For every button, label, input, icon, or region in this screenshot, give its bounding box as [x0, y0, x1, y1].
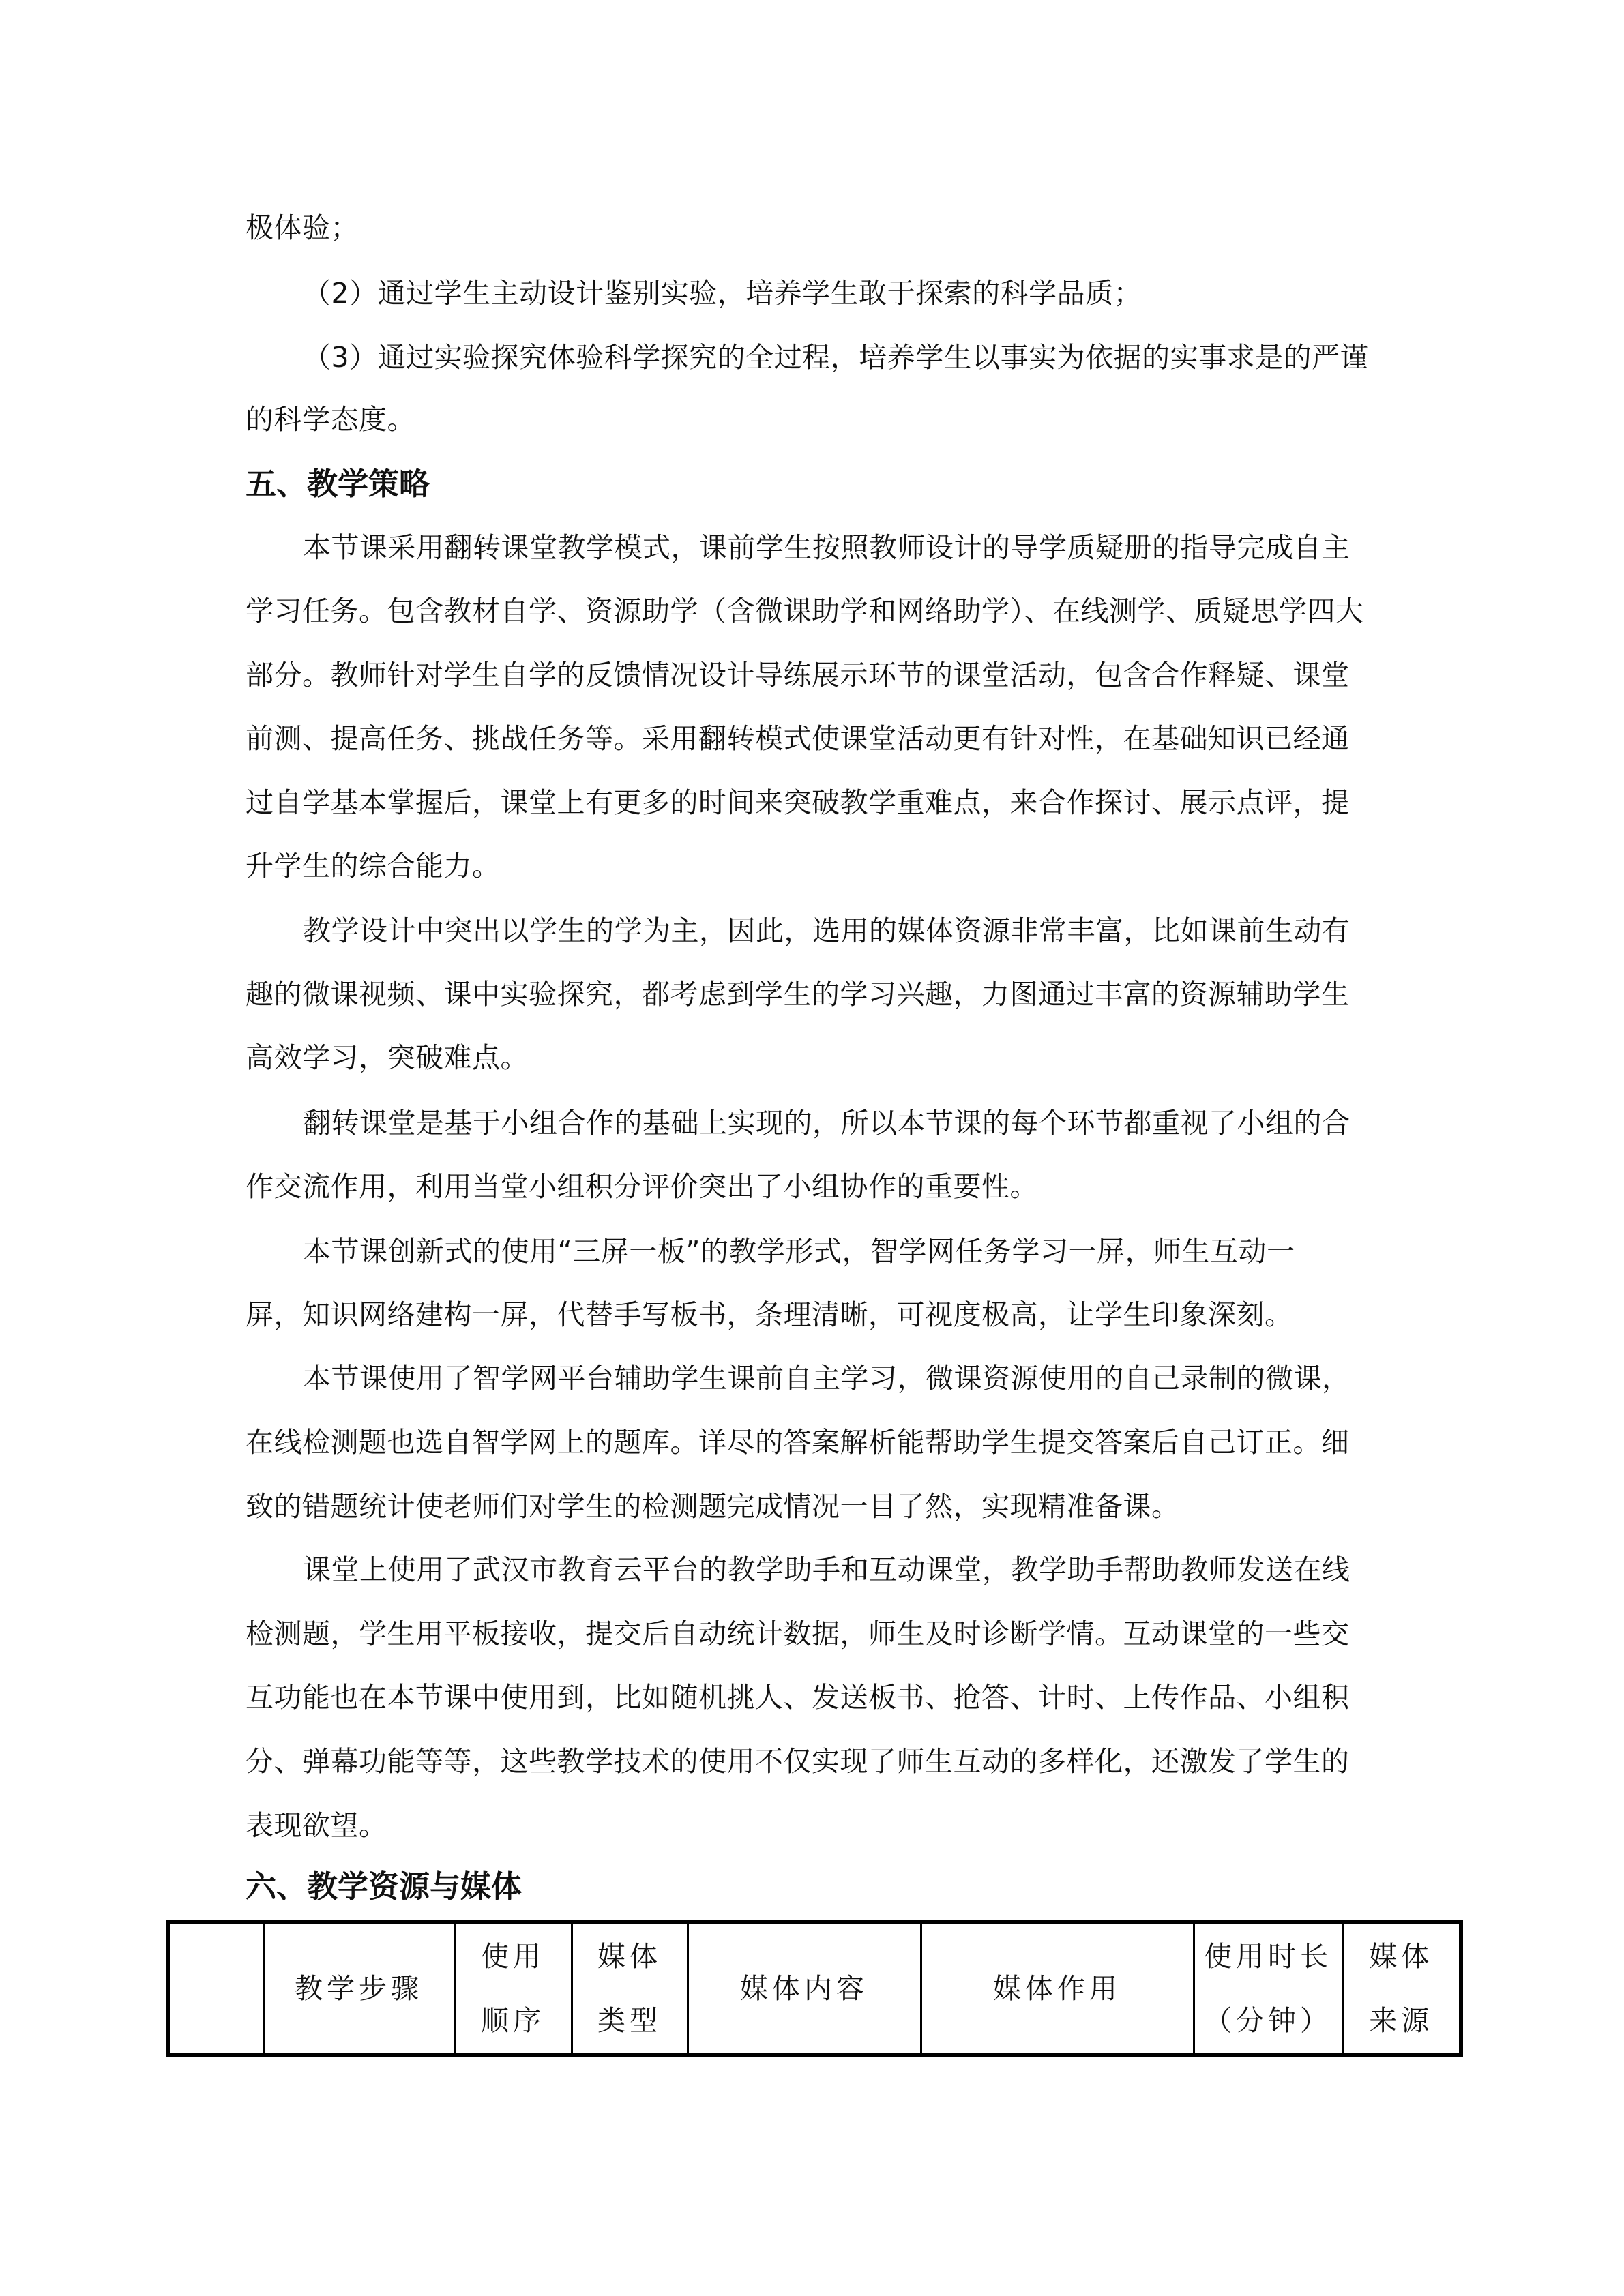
- text-line: 教学设计中突出以学生的学为主，因此，选用的媒体资源非常丰富，比如课前生动有: [303, 914, 1350, 947]
- media-resource-table: [166, 1920, 1463, 2057]
- text-line: 翻转课堂是基于小组合作的基础上实现的，所以本节课的每个环节都重视了小组的合: [303, 1107, 1350, 1139]
- header-cell-source: 媒体 来源: [1342, 1922, 1461, 2055]
- text-line: 互功能也在本节课中使用到，比如随机挑人、发送板书、抢答、计时、上传作品、小组积: [246, 1681, 1350, 1714]
- text-line: 极体验；: [246, 211, 359, 244]
- header-cell-media-type: 媒体 类型: [572, 1922, 688, 2055]
- section-heading-5: 五、教学策略: [246, 466, 430, 502]
- text-line: 部分。教师针对学生自学的反馈情况设计导练展示环节的课堂活动，包含合作释疑、课堂: [246, 659, 1350, 691]
- header-cell-media-role: 媒体作用: [921, 1922, 1194, 2055]
- text-line: 高效学习，突破难点。: [246, 1041, 529, 1074]
- text-line: （3）通过实验探究体验科学探究的全过程，培养学生以事实为依据的实事求是的严谨: [303, 341, 1369, 374]
- header-cell-order: 使用 顺序: [454, 1922, 572, 2055]
- text-line: 致的错题统计使老师们对学生的检测题完成情况一目了然，实现精准备课。: [246, 1490, 1180, 1523]
- text-line: 趣的微课视频、课中实验探究，都考虑到学生的学习兴趣，力图通过丰富的资源辅助学生: [246, 978, 1350, 1011]
- text-line: 本节课采用翻转课堂教学模式，课前学生按照教师设计的导学质疑册的指导完成自主: [303, 531, 1350, 564]
- text-line: 在线检测题也选自智学网上的题库。详尽的答案解析能帮助学生提交答案后自己订正。细: [246, 1426, 1350, 1459]
- header-cell-step: 教学步骤: [263, 1922, 454, 2055]
- text-line: 学习任务。包含教材自学、资源助学（含微课助学和网络助学）、在线测学、质疑思学四大: [246, 595, 1364, 627]
- text-line: 分、弹幕功能等等，这些教学技术的使用不仅实现了师生互动的多样化，还激发了学生的: [246, 1745, 1350, 1778]
- text-line: 升学生的综合能力。: [246, 850, 501, 882]
- text-line: 屏，知识网络建构一屏，代替手写板书，条理清晰，可视度极高，让学生印象深刻。: [246, 1298, 1293, 1331]
- text-line: 课堂上使用了武汉市教育云平台的教学助手和互动课堂，教学助手帮助教师发送在线: [303, 1553, 1350, 1586]
- header-cell-blank: [168, 1922, 263, 2055]
- text-line: （2）通过学生主动设计鉴别实验，培养学生敢于探索的科学品质；: [303, 277, 1142, 310]
- text-line: 过自学基本掌握后，课堂上有更多的时间来突破教学重难点，来合作探讨、展示点评，提: [246, 786, 1350, 819]
- header-cell-media-content: 媒体内容: [688, 1922, 921, 2055]
- table-header-row: [168, 1922, 1461, 2055]
- text-line: 作交流作用，利用当堂小组积分评价突出了小组协作的重要性。: [246, 1170, 1038, 1203]
- header-cell-duration: 使用时长 （分钟）: [1194, 1922, 1342, 2055]
- section-heading-6: 六、教学资源与媒体: [246, 1868, 522, 1905]
- text-line: 的科学态度。: [246, 403, 415, 436]
- text-line: 表现欲望。: [246, 1809, 387, 1842]
- text-line: 检测题，学生用平板接收，提交后自动统计数据，师生及时诊断学情。互动课堂的一些交: [246, 1617, 1350, 1650]
- text-line: 本节课使用了智学网平台辅助学生课前自主学习，微课资源使用的自己录制的微课，: [303, 1362, 1350, 1395]
- text-line: 前测、提高任务、挑战任务等。采用翻转模式使课堂活动更有针对性，在基础知识已经通: [246, 722, 1350, 755]
- text-line: 本节课创新式的使用“三屏一板”的教学形式，智学网任务学习一屏，师生互动一: [303, 1235, 1295, 1268]
